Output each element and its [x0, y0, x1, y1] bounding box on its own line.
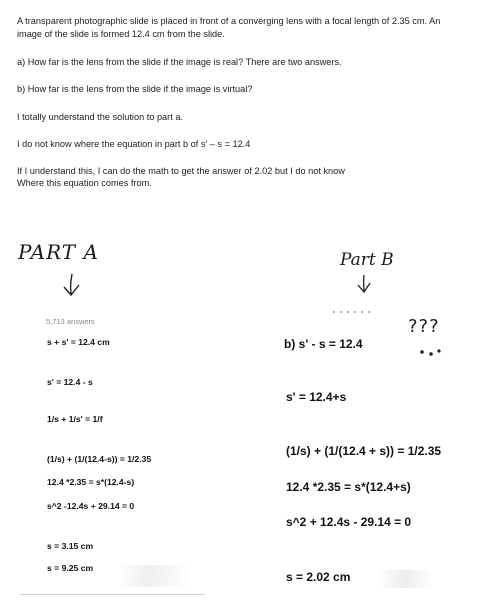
note-equation-question: I do not know where the equation in part b of s' – s = 12.4	[17, 139, 251, 149]
note-math-line-1: If I understand this, I can do the math to get the answer of 2.02 but I do not know	[17, 166, 345, 176]
part-b-heading: Part B	[340, 250, 394, 270]
divider-line	[20, 594, 205, 595]
part-b-result: s = 2.02 cm	[286, 570, 351, 584]
part-a-line: s + s' = 12.4 cm	[47, 337, 110, 347]
problem-line-1: A transparent photographic slide is placed in front of a converging lens with a focal length of 2.35 cm. An	[17, 16, 441, 26]
answers-count: 5,713 answers	[46, 317, 95, 326]
scan-smudge	[378, 570, 433, 588]
arrow-down-icon	[354, 273, 374, 295]
part-b-line: s^2 + 12.4s - 29.14 = 0	[286, 515, 412, 529]
part-b-line: (1/s) + (1/(12.4 + s)) = 1/2.35	[286, 444, 442, 458]
dots-decoration	[330, 308, 380, 316]
part-a-line: 12.4 *2.35 = s*(12.4-s)	[47, 477, 135, 487]
question-b: b) How far is the lens from the slide if the image is virtual?	[17, 84, 253, 94]
note-understand-a: I totally understand the solution to part a.	[17, 112, 183, 122]
part-a-line: 1/s + 1/s' = 1/f	[47, 414, 103, 424]
part-b-line: s' = 12.4+s	[286, 390, 347, 404]
scan-smudge	[120, 565, 190, 587]
part-a-line: s' = 12.4 - s	[47, 377, 93, 387]
note-math-line-2: Where this equation comes from.	[17, 178, 152, 188]
problem-line-2: image of the slide is formed 12.4 cm from the slide.	[17, 29, 225, 39]
part-a-result: s = 9.25 cm	[47, 563, 94, 573]
question-a: a) How far is the lens from the slide if the image is real? There are two answers.	[17, 57, 342, 67]
part-a-result: s = 3.15 cm	[47, 541, 94, 551]
part-b-line: b) s' - s = 12.4	[284, 337, 363, 351]
question-marks: ???	[408, 316, 440, 337]
part-b-line: 12.4 *2.35 = s*(12.4+s)	[286, 480, 411, 494]
part-a-heading: PART A	[18, 240, 99, 264]
dot-marks-decoration	[418, 344, 442, 358]
part-a-line: s^2 -12.4s + 29.14 = 0	[47, 501, 135, 511]
part-a-line: (1/s) + (1/(12.4-s)) = 1/2.35	[47, 454, 152, 464]
arrow-down-icon	[60, 272, 84, 298]
